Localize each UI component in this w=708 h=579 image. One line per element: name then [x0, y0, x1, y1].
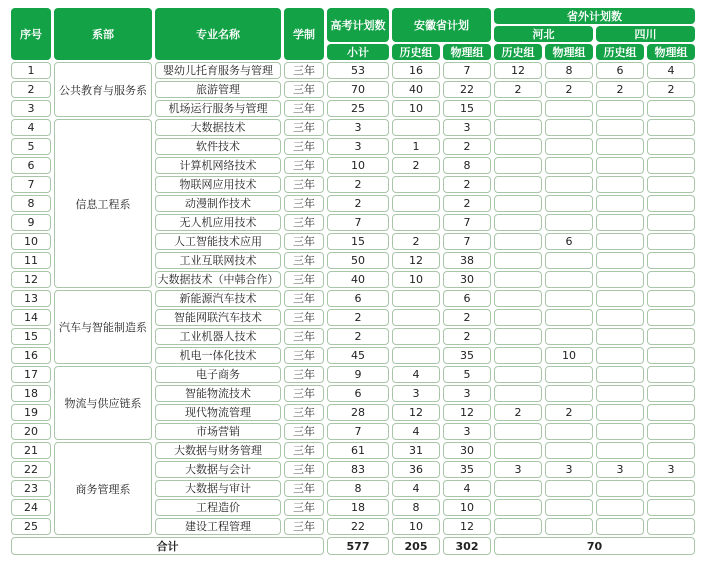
row-sichuan-physics: [647, 290, 695, 307]
row-years: 三年: [284, 138, 324, 155]
row-anhui-history: 10: [392, 518, 440, 535]
row-years: 三年: [284, 81, 324, 98]
row-sichuan-history: [596, 233, 644, 250]
row-hebei-physics: 10: [545, 347, 593, 364]
row-gaokao-subtotal: 25: [327, 100, 389, 117]
row-anhui-history: [392, 328, 440, 345]
row-gaokao-subtotal: 2: [327, 176, 389, 193]
row-hebei-history: [494, 385, 542, 402]
row-major: 大数据技术: [155, 119, 281, 136]
row-anhui-physics: 2: [443, 195, 491, 212]
row-years: 三年: [284, 385, 324, 402]
totals-outside: 70: [494, 537, 695, 555]
row-anhui-history: 4: [392, 366, 440, 383]
row-hebei-history: [494, 100, 542, 117]
row-major: 婴幼儿托育服务与管理: [155, 62, 281, 79]
row-hebei-history: [494, 366, 542, 383]
row-sichuan-physics: [647, 347, 695, 364]
row-gaokao-subtotal: 53: [327, 62, 389, 79]
row-anhui-physics: 35: [443, 347, 491, 364]
row-anhui-physics: 8: [443, 157, 491, 174]
row-hebei-physics: 8: [545, 62, 593, 79]
row-hebei-physics: [545, 328, 593, 345]
row-anhui-history: 31: [392, 442, 440, 459]
row-hebei-physics: [545, 195, 593, 212]
row-years: 三年: [284, 499, 324, 516]
row-sichuan-history: [596, 404, 644, 421]
row-hebei-physics: [545, 214, 593, 231]
row-seq: 14: [11, 309, 51, 326]
row-hebei-history: [494, 271, 542, 288]
row-major: 大数据与财务管理: [155, 442, 281, 459]
row-hebei-history: [494, 214, 542, 231]
header-years: 学制: [284, 8, 324, 60]
dept-name: 物流与供应链系: [54, 366, 152, 440]
row-anhui-history: 12: [392, 252, 440, 269]
row-hebei-history: [494, 480, 542, 497]
row-hebei-history: [494, 328, 542, 345]
row-sichuan-physics: [647, 252, 695, 269]
row-seq: 12: [11, 271, 51, 288]
row-hebei-physics: [545, 480, 593, 497]
row-sichuan-physics: 2: [647, 81, 695, 98]
row-gaokao-subtotal: 22: [327, 518, 389, 535]
row-gaokao-subtotal: 3: [327, 119, 389, 136]
row-anhui-physics: 30: [443, 271, 491, 288]
row-hebei-physics: [545, 423, 593, 440]
row-anhui-history: 10: [392, 271, 440, 288]
header-outside-plan: 省外计划数: [494, 8, 695, 24]
row-major: 机电一体化技术: [155, 347, 281, 364]
row-anhui-physics: 5: [443, 366, 491, 383]
row-hebei-physics: [545, 309, 593, 326]
row-years: 三年: [284, 233, 324, 250]
row-anhui-physics: 15: [443, 100, 491, 117]
totals-label: 合计: [11, 537, 324, 555]
row-hebei-history: [494, 290, 542, 307]
row-anhui-history: 36: [392, 461, 440, 478]
row-anhui-history: 16: [392, 62, 440, 79]
row-years: 三年: [284, 404, 324, 421]
row-seq: 13: [11, 290, 51, 307]
row-major: 智能物流技术: [155, 385, 281, 402]
row-seq: 10: [11, 233, 51, 250]
row-sichuan-history: [596, 271, 644, 288]
row-anhui-physics: 12: [443, 518, 491, 535]
header-major: 专业名称: [155, 8, 281, 60]
row-years: 三年: [284, 214, 324, 231]
row-sichuan-history: [596, 309, 644, 326]
row-hebei-physics: [545, 100, 593, 117]
row-anhui-physics: 10: [443, 499, 491, 516]
row-sichuan-history: [596, 347, 644, 364]
row-seq: 8: [11, 195, 51, 212]
row-sichuan-physics: [647, 480, 695, 497]
row-sichuan-history: [596, 290, 644, 307]
row-sichuan-physics: [647, 157, 695, 174]
row-sichuan-physics: [647, 176, 695, 193]
row-sichuan-history: [596, 252, 644, 269]
table-row: [11, 442, 695, 459]
row-major: 市场营销: [155, 423, 281, 440]
row-gaokao-subtotal: 9: [327, 366, 389, 383]
row-major: 现代物流管理: [155, 404, 281, 421]
table-row: [11, 62, 695, 79]
row-years: 三年: [284, 461, 324, 478]
row-years: 三年: [284, 518, 324, 535]
row-gaokao-subtotal: 18: [327, 499, 389, 516]
row-anhui-physics: 3: [443, 119, 491, 136]
row-major: 软件技术: [155, 138, 281, 155]
row-sichuan-physics: [647, 442, 695, 459]
totals-row: [11, 537, 695, 555]
row-anhui-physics: 6: [443, 290, 491, 307]
row-major: 旅游管理: [155, 81, 281, 98]
row-major: 计算机网络技术: [155, 157, 281, 174]
row-major: 工程造价: [155, 499, 281, 516]
totals-anhui-history: 205: [392, 537, 440, 555]
row-gaokao-subtotal: 8: [327, 480, 389, 497]
row-anhui-physics: 12: [443, 404, 491, 421]
row-years: 三年: [284, 423, 324, 440]
row-hebei-history: [494, 138, 542, 155]
totals-gaokao: 577: [327, 537, 389, 555]
row-anhui-physics: 22: [443, 81, 491, 98]
row-hebei-history: [494, 499, 542, 516]
row-major: 工业机器人技术: [155, 328, 281, 345]
dept-name: 商务管理系: [54, 442, 152, 535]
row-years: 三年: [284, 442, 324, 459]
row-sichuan-history: [596, 366, 644, 383]
row-seq: 15: [11, 328, 51, 345]
row-seq: 21: [11, 442, 51, 459]
row-sichuan-physics: [647, 100, 695, 117]
row-sichuan-physics: 3: [647, 461, 695, 478]
row-anhui-history: 12: [392, 404, 440, 421]
row-hebei-history: 2: [494, 404, 542, 421]
row-gaokao-subtotal: 83: [327, 461, 389, 478]
row-major: 物联网应用技术: [155, 176, 281, 193]
row-years: 三年: [284, 328, 324, 345]
table-row: [11, 290, 695, 307]
row-anhui-history: 3: [392, 385, 440, 402]
row-seq: 4: [11, 119, 51, 136]
header-dept: 系部: [54, 8, 152, 60]
row-hebei-physics: [545, 518, 593, 535]
row-seq: 22: [11, 461, 51, 478]
row-gaokao-subtotal: 2: [327, 309, 389, 326]
enrollment-plan-table: [8, 6, 698, 557]
row-gaokao-subtotal: 50: [327, 252, 389, 269]
row-hebei-physics: [545, 442, 593, 459]
row-hebei-physics: 3: [545, 461, 593, 478]
row-sichuan-history: [596, 119, 644, 136]
row-anhui-history: [392, 347, 440, 364]
row-hebei-history: [494, 347, 542, 364]
row-gaokao-subtotal: 6: [327, 290, 389, 307]
row-seq: 5: [11, 138, 51, 155]
row-anhui-physics: 38: [443, 252, 491, 269]
row-anhui-physics: 2: [443, 176, 491, 193]
row-hebei-physics: 2: [545, 81, 593, 98]
row-gaokao-subtotal: 70: [327, 81, 389, 98]
row-gaokao-subtotal: 10: [327, 157, 389, 174]
row-hebei-physics: [545, 290, 593, 307]
row-major: 大数据技术（中韩合作）: [155, 271, 281, 288]
table-body: [11, 62, 695, 535]
row-gaokao-subtotal: 40: [327, 271, 389, 288]
row-hebei-history: [494, 119, 542, 136]
row-years: 三年: [284, 480, 324, 497]
row-seq: 6: [11, 157, 51, 174]
row-years: 三年: [284, 195, 324, 212]
row-sichuan-history: [596, 100, 644, 117]
row-major: 机场运行服务与管理: [155, 100, 281, 117]
row-hebei-history: [494, 233, 542, 250]
row-sichuan-physics: [647, 518, 695, 535]
row-gaokao-subtotal: 28: [327, 404, 389, 421]
row-hebei-history: 12: [494, 62, 542, 79]
row-hebei-physics: [545, 385, 593, 402]
row-anhui-physics: 2: [443, 328, 491, 345]
row-seq: 9: [11, 214, 51, 231]
row-sichuan-history: 3: [596, 461, 644, 478]
row-major: 无人机应用技术: [155, 214, 281, 231]
row-years: 三年: [284, 271, 324, 288]
row-anhui-history: [392, 309, 440, 326]
row-major: 智能网联汽车技术: [155, 309, 281, 326]
row-anhui-history: [392, 119, 440, 136]
row-anhui-history: [392, 290, 440, 307]
row-hebei-physics: [545, 271, 593, 288]
row-sichuan-history: [596, 480, 644, 497]
row-anhui-history: 4: [392, 423, 440, 440]
row-seq: 7: [11, 176, 51, 193]
row-sichuan-history: [596, 442, 644, 459]
row-hebei-physics: [545, 138, 593, 155]
row-hebei-history: 3: [494, 461, 542, 478]
row-seq: 18: [11, 385, 51, 402]
row-seq: 17: [11, 366, 51, 383]
row-sichuan-physics: [647, 214, 695, 231]
row-anhui-history: 40: [392, 81, 440, 98]
row-gaokao-subtotal: 61: [327, 442, 389, 459]
row-sichuan-physics: [647, 309, 695, 326]
row-sichuan-history: [596, 214, 644, 231]
row-sichuan-physics: [647, 233, 695, 250]
row-sichuan-physics: [647, 119, 695, 136]
row-gaokao-subtotal: 3: [327, 138, 389, 155]
row-sichuan-physics: [647, 366, 695, 383]
header-hebei-physics: 物理组: [545, 44, 593, 60]
row-anhui-history: 8: [392, 499, 440, 516]
row-years: 三年: [284, 157, 324, 174]
row-hebei-physics: [545, 366, 593, 383]
row-hebei-history: [494, 309, 542, 326]
row-seq: 19: [11, 404, 51, 421]
header-sichuan-history: 历史组: [596, 44, 644, 60]
totals-anhui-physics: 302: [443, 537, 491, 555]
row-sichuan-physics: [647, 423, 695, 440]
dept-name: 信息工程系: [54, 119, 152, 288]
row-years: 三年: [284, 176, 324, 193]
row-hebei-physics: [545, 176, 593, 193]
row-hebei-history: 2: [494, 81, 542, 98]
header-sichuan: 四川: [596, 26, 695, 42]
row-anhui-physics: 3: [443, 385, 491, 402]
row-sichuan-history: 2: [596, 81, 644, 98]
header-hebei: 河北: [494, 26, 593, 42]
row-anhui-history: 2: [392, 233, 440, 250]
row-sichuan-history: [596, 499, 644, 516]
row-hebei-history: [494, 176, 542, 193]
row-sichuan-physics: [647, 499, 695, 516]
row-sichuan-physics: [647, 271, 695, 288]
row-seq: 25: [11, 518, 51, 535]
row-anhui-physics: 3: [443, 423, 491, 440]
row-anhui-history: 10: [392, 100, 440, 117]
row-hebei-physics: [545, 119, 593, 136]
row-sichuan-history: [596, 328, 644, 345]
row-anhui-history: [392, 176, 440, 193]
row-hebei-history: [494, 423, 542, 440]
row-years: 三年: [284, 290, 324, 307]
row-sichuan-history: [596, 423, 644, 440]
row-anhui-history: 2: [392, 157, 440, 174]
row-anhui-physics: 4: [443, 480, 491, 497]
row-anhui-physics: 30: [443, 442, 491, 459]
row-seq: 3: [11, 100, 51, 117]
row-anhui-physics: 2: [443, 138, 491, 155]
row-anhui-physics: 35: [443, 461, 491, 478]
row-sichuan-history: [596, 195, 644, 212]
row-anhui-physics: 7: [443, 214, 491, 231]
row-hebei-history: [494, 157, 542, 174]
row-sichuan-history: [596, 157, 644, 174]
row-anhui-physics: 2: [443, 309, 491, 326]
row-major: 大数据与会计: [155, 461, 281, 478]
row-hebei-physics: 2: [545, 404, 593, 421]
row-major: 电子商务: [155, 366, 281, 383]
row-hebei-history: [494, 195, 542, 212]
header-anhui-history: 历史组: [392, 44, 440, 60]
row-major: 大数据与审计: [155, 480, 281, 497]
header-subtotal: 小计: [327, 44, 389, 60]
row-sichuan-history: [596, 518, 644, 535]
row-seq: 23: [11, 480, 51, 497]
row-anhui-history: [392, 195, 440, 212]
row-sichuan-physics: [647, 138, 695, 155]
table-row: [11, 119, 695, 136]
row-years: 三年: [284, 252, 324, 269]
row-sichuan-history: [596, 385, 644, 402]
row-gaokao-subtotal: 45: [327, 347, 389, 364]
row-hebei-physics: 6: [545, 233, 593, 250]
row-years: 三年: [284, 62, 324, 79]
dept-name: 公共教育与服务系: [54, 62, 152, 117]
table-row: [11, 366, 695, 383]
row-sichuan-physics: 4: [647, 62, 695, 79]
header-sichuan-physics: 物理组: [647, 44, 695, 60]
row-seq: 24: [11, 499, 51, 516]
row-gaokao-subtotal: 2: [327, 195, 389, 212]
row-gaokao-subtotal: 7: [327, 423, 389, 440]
row-anhui-history: [392, 214, 440, 231]
row-anhui-physics: 7: [443, 233, 491, 250]
row-years: 三年: [284, 309, 324, 326]
row-sichuan-history: [596, 176, 644, 193]
row-anhui-physics: 7: [443, 62, 491, 79]
header-seq: 序号: [11, 8, 51, 60]
header-anhui-plan: 安徽省计划: [392, 8, 491, 42]
row-gaokao-subtotal: 6: [327, 385, 389, 402]
row-anhui-history: 1: [392, 138, 440, 155]
row-hebei-physics: [545, 157, 593, 174]
row-gaokao-subtotal: 7: [327, 214, 389, 231]
row-years: 三年: [284, 347, 324, 364]
row-sichuan-physics: [647, 385, 695, 402]
row-hebei-history: [494, 252, 542, 269]
row-sichuan-history: [596, 138, 644, 155]
row-gaokao-subtotal: 15: [327, 233, 389, 250]
row-sichuan-physics: [647, 404, 695, 421]
row-major: 动漫制作技术: [155, 195, 281, 212]
row-years: 三年: [284, 119, 324, 136]
row-sichuan-physics: [647, 328, 695, 345]
row-hebei-physics: [545, 252, 593, 269]
row-seq: 1: [11, 62, 51, 79]
row-hebei-history: [494, 518, 542, 535]
dept-name: 汽车与智能制造系: [54, 290, 152, 364]
row-gaokao-subtotal: 2: [327, 328, 389, 345]
row-major: 新能源汽车技术: [155, 290, 281, 307]
row-seq: 11: [11, 252, 51, 269]
row-sichuan-physics: [647, 195, 695, 212]
row-hebei-history: [494, 442, 542, 459]
row-seq: 20: [11, 423, 51, 440]
row-major: 工业互联网技术: [155, 252, 281, 269]
row-seq: 2: [11, 81, 51, 98]
header-gaokao-plan: 高考计划数: [327, 8, 389, 42]
row-seq: 16: [11, 347, 51, 364]
header-hebei-history: 历史组: [494, 44, 542, 60]
header-anhui-physics: 物理组: [443, 44, 491, 60]
row-years: 三年: [284, 100, 324, 117]
row-major: 建设工程管理: [155, 518, 281, 535]
row-anhui-history: 4: [392, 480, 440, 497]
row-years: 三年: [284, 366, 324, 383]
row-sichuan-history: 6: [596, 62, 644, 79]
row-hebei-physics: [545, 499, 593, 516]
row-major: 人工智能技术应用: [155, 233, 281, 250]
